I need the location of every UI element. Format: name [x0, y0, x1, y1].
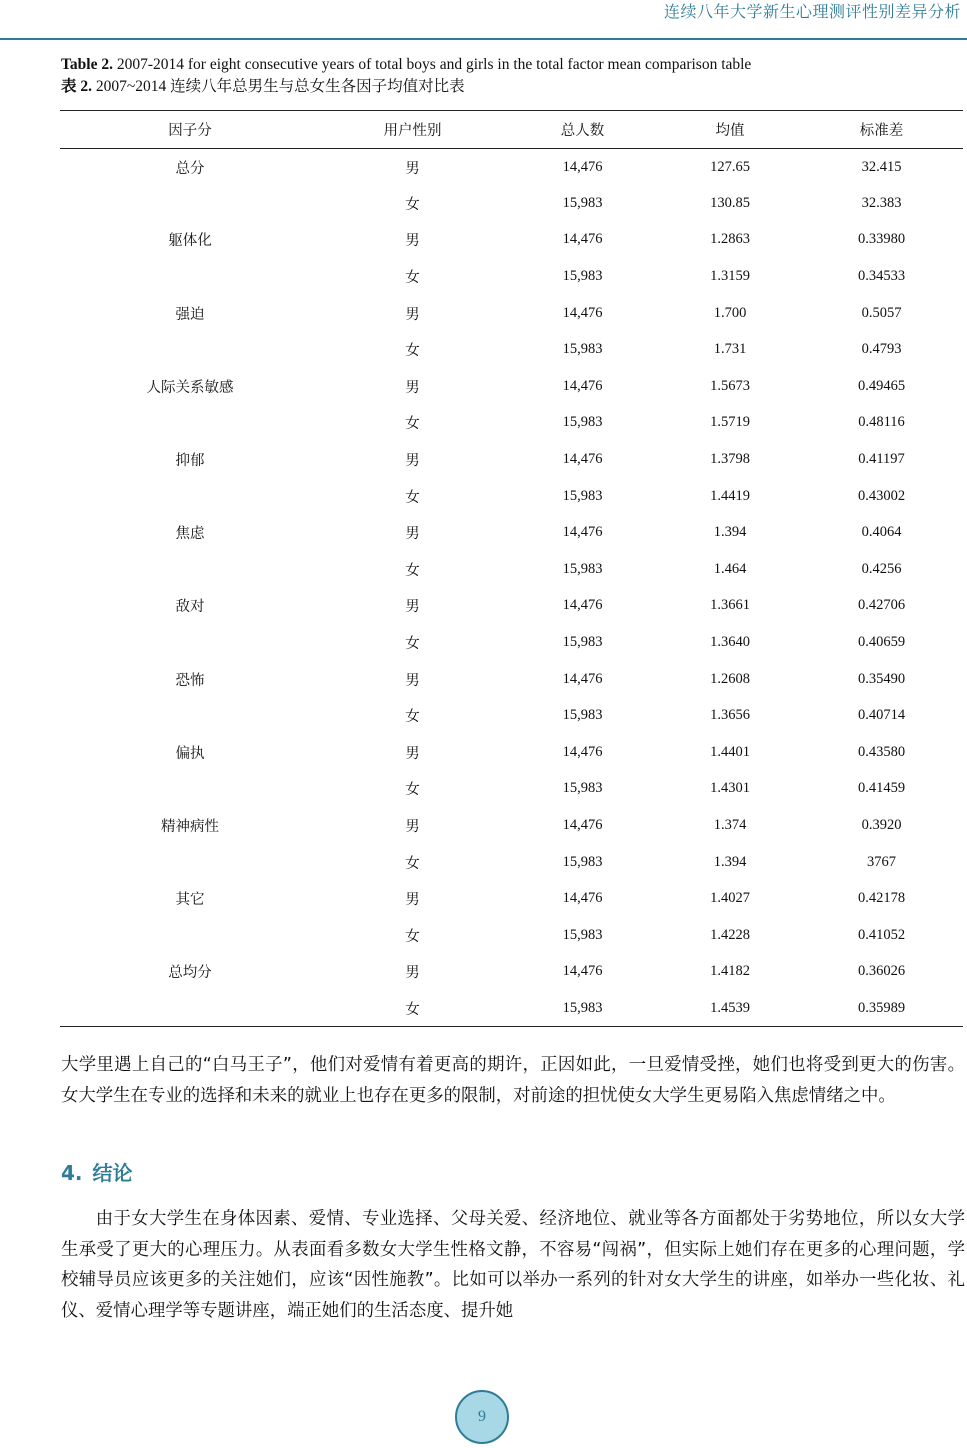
cell-count: 14,476 — [562, 963, 603, 980]
cell-gender: 女 — [405, 782, 420, 799]
column-header-factor: 因子分 — [60, 111, 320, 149]
cell-sd: 0.33980 — [857, 231, 906, 248]
cell-mean: 1.4419 — [710, 487, 750, 504]
cell-factor — [60, 478, 320, 515]
cell-factor: 总均分 — [168, 965, 212, 982]
cell-mean: 1.5719 — [710, 414, 750, 431]
column-header-sd: 标准差 — [800, 111, 963, 149]
table-row — [60, 990, 963, 1027]
cell-sd: 0.35490 — [857, 670, 906, 687]
cell-count: 15,983 — [562, 634, 603, 651]
table-body — [60, 149, 963, 1027]
cell-factor — [60, 624, 320, 661]
cell-count: 14,476 — [562, 304, 603, 321]
cell-sd: 0.36026 — [857, 963, 906, 980]
table-row — [60, 697, 963, 734]
cell-mean: 1.4027 — [710, 890, 750, 907]
cell-factor: 总分 — [175, 160, 205, 177]
table-row — [60, 551, 963, 588]
cell-sd: 32.415 — [861, 158, 902, 175]
cell-factor — [60, 697, 320, 734]
cell-mean: 1.4539 — [660, 990, 800, 1027]
cell-sd: 0.40714 — [857, 707, 906, 724]
column-header-count: 总人数 — [505, 111, 660, 149]
cell-sd: 0.42178 — [857, 890, 906, 907]
cell-gender: 男 — [405, 892, 420, 909]
cell-sd: 0.40659 — [857, 634, 906, 651]
cell-mean: 1.4401 — [710, 743, 750, 760]
table-row — [60, 514, 963, 551]
cell-gender: 男 — [405, 818, 420, 835]
cell-count: 14,476 — [562, 816, 603, 833]
cell-factor: 敌对 — [175, 599, 205, 616]
cell-count: 14,476 — [562, 377, 603, 394]
table-row — [60, 771, 963, 808]
cell-sd: 0.35989 — [800, 990, 963, 1027]
cell-factor — [60, 844, 320, 881]
cell-count: 14,476 — [562, 451, 603, 468]
header-rule — [0, 38, 967, 40]
table-row — [60, 222, 963, 259]
table-caption-zh — [61, 76, 961, 98]
cell-gender: 男 — [405, 233, 420, 250]
cell-mean: 1.2863 — [710, 231, 750, 248]
section-heading — [61, 1158, 133, 1188]
cell-gender: 男 — [405, 453, 420, 470]
table-row — [60, 405, 963, 442]
cell-count: 14,476 — [562, 158, 603, 175]
table-caption-en — [61, 54, 961, 76]
cell-factor — [60, 917, 320, 954]
cell-gender: 女 — [405, 709, 420, 726]
cell-count: 15,983 — [562, 194, 603, 211]
table-header-row — [60, 111, 963, 149]
cell-gender: 女 — [405, 416, 420, 433]
cell-factor — [60, 990, 320, 1027]
cell-sd: 0.5057 — [861, 304, 902, 321]
table-row — [60, 844, 963, 881]
cell-sd: 0.4256 — [861, 560, 902, 577]
cell-factor: 人际关系敏感 — [146, 379, 234, 396]
cell-factor — [60, 258, 320, 295]
cell-count: 14,476 — [562, 743, 603, 760]
cell-gender: 女 — [405, 196, 420, 213]
table-row — [60, 588, 963, 625]
cell-count: 15,983 — [562, 707, 603, 724]
paragraph-2: 由于女大学生在身体因素、爱情、专业选择、父母关爱、经济地位、就业等各方面都处于劣势地位，所以女大学生承受了更大的心理压力。从表面看多数女大学生性格文静，不容易“闯祸”，但实际上她们存在更多的心理问题，学校辅导员应该更多的关注她们，应该“因性施教”。比如可以举办一系列的针对女大学生的讲座，如举办一些化妆、礼仪、爱情心理学等专题讲座，端正她们的生活态度、提升她 — [61, 1209, 965, 1321]
table-row — [60, 295, 963, 332]
cell-gender: 男 — [405, 745, 420, 762]
cell-mean: 1.374 — [713, 816, 747, 833]
table-row — [60, 917, 963, 954]
table-row — [60, 185, 963, 222]
table-caption-zh-label: 表 2. — [61, 78, 93, 95]
cell-mean: 1.700 — [713, 304, 747, 321]
cell-count: 14,476 — [562, 597, 603, 614]
cell-sd: 0.34533 — [857, 268, 906, 285]
cell-gender: 男 — [405, 599, 420, 616]
cell-factor: 恐怖 — [175, 672, 205, 689]
cell-count: 15,983 — [562, 487, 603, 504]
cell-factor: 焦虑 — [175, 526, 205, 543]
cell-mean: 1.3640 — [710, 634, 750, 651]
cell-gender: 女 — [405, 928, 420, 945]
section-number: 4. — [61, 1161, 83, 1185]
cell-mean: 1.4228 — [710, 926, 750, 943]
cell-count: 15,983 — [562, 268, 603, 285]
column-header-gender: 用户性别 — [320, 111, 505, 149]
table-row — [60, 441, 963, 478]
table-row — [60, 624, 963, 661]
cell-count: 14,476 — [562, 231, 603, 248]
cell-mean: 1.731 — [713, 341, 747, 358]
cell-factor: 躯体化 — [168, 233, 212, 250]
cell-factor: 偏执 — [175, 745, 205, 762]
cell-sd: 0.3920 — [861, 816, 902, 833]
table-row — [60, 258, 963, 295]
cell-factor — [60, 405, 320, 442]
cell-count: 14,476 — [562, 670, 603, 687]
table-row — [60, 880, 963, 917]
cell-factor: 抑郁 — [175, 453, 205, 470]
cell-gender: 男 — [405, 672, 420, 689]
table-row — [60, 954, 963, 991]
table-row — [60, 807, 963, 844]
cell-gender: 男 — [405, 379, 420, 396]
cell-mean: 1.394 — [713, 524, 747, 541]
cell-count: 15,983 — [562, 414, 603, 431]
cell-mean: 130.85 — [710, 194, 750, 211]
running-header: 连续八年大学新生心理测评性别差异分析 — [663, 2, 961, 21]
cell-sd: 0.41052 — [857, 926, 906, 943]
cell-count: 15,983 — [562, 560, 603, 577]
cell-sd: 0.4064 — [861, 524, 902, 541]
cell-mean: 1.464 — [713, 560, 747, 577]
cell-sd: 0.41459 — [857, 780, 906, 797]
table-row — [60, 368, 963, 405]
cell-mean: 1.4301 — [710, 780, 750, 797]
table-row — [60, 478, 963, 515]
cell-sd: 0.41197 — [858, 451, 905, 468]
section-title: 结论 — [92, 1161, 133, 1185]
cell-count: 15,983 — [562, 926, 603, 943]
cell-count: 15,983 — [562, 780, 603, 797]
table-header — [60, 111, 963, 149]
cell-sd: 0.48116 — [858, 414, 905, 431]
cell-sd: 0.49465 — [857, 377, 906, 394]
cell-count: 15,983 — [562, 341, 603, 358]
table-caption — [61, 54, 961, 98]
cell-gender: 男 — [405, 306, 420, 323]
cell-count: 14,476 — [562, 890, 603, 907]
cell-mean: 1.3661 — [710, 597, 750, 614]
cell-factor: 强迫 — [175, 306, 205, 323]
table-caption-en-label: Table 2. — [61, 56, 113, 73]
table-caption-en-text: 2007-2014 for eight consecutive years of total boys and girls in the total factor mean comparison table — [112, 56, 752, 73]
cell-sd: 0.4793 — [861, 341, 902, 358]
cell-factor — [60, 331, 320, 368]
cell-gender: 女 — [405, 855, 420, 872]
cell-gender: 女 — [405, 270, 420, 287]
cell-gender: 女 — [320, 990, 505, 1027]
cell-gender: 男 — [405, 526, 420, 543]
cell-mean: 1.394 — [713, 853, 747, 870]
cell-gender: 女 — [405, 489, 420, 506]
cell-mean: 1.3656 — [710, 707, 750, 724]
cell-gender: 女 — [405, 562, 420, 579]
cell-gender: 女 — [405, 636, 420, 653]
cell-gender: 男 — [405, 965, 420, 982]
cell-sd: 32.383 — [861, 194, 902, 211]
cell-sd: 0.43002 — [857, 487, 906, 504]
cell-gender: 男 — [405, 160, 420, 177]
cell-gender: 女 — [405, 343, 420, 360]
data-table — [60, 110, 963, 1027]
table-row — [60, 149, 963, 186]
table-row — [60, 734, 963, 771]
cell-sd: 0.43580 — [857, 743, 906, 760]
cell-mean: 1.5673 — [710, 377, 750, 394]
cell-factor — [60, 551, 320, 588]
cell-mean: 1.3798 — [710, 451, 750, 468]
cell-count: 15,983 — [562, 853, 603, 870]
cell-mean: 1.4182 — [710, 963, 750, 980]
column-header-mean: 均值 — [660, 111, 800, 149]
cell-sd: 3767 — [867, 853, 896, 870]
cell-mean: 1.2608 — [710, 670, 750, 687]
page-number: 9 — [455, 1390, 509, 1444]
cell-count: 15,983 — [505, 990, 660, 1027]
cell-factor: 其它 — [175, 892, 205, 909]
cell-mean: 1.3159 — [710, 268, 750, 285]
table-caption-zh-text: 2007~2014 连续八年总男生与总女生各因子均值对比表 — [92, 78, 465, 95]
table-row — [60, 331, 963, 368]
cell-sd: 0.42706 — [857, 597, 906, 614]
paragraph-1: 大学里遇上自己的“白马王子”，他们对爱情有着更高的期许，正因如此，一旦爱情受挫，她们也将受到更大的伤害。女大学生在专业的选择和未来的就业上也存在更多的限制，对前途的担忧使女大学生更易陷入焦虑情绪之中。 — [61, 1055, 965, 1106]
cell-factor — [60, 185, 320, 222]
cell-factor — [60, 771, 320, 808]
table-row — [60, 661, 963, 698]
cell-factor: 精神病性 — [161, 818, 219, 835]
cell-count: 14,476 — [562, 524, 603, 541]
cell-mean: 127.65 — [710, 158, 750, 175]
